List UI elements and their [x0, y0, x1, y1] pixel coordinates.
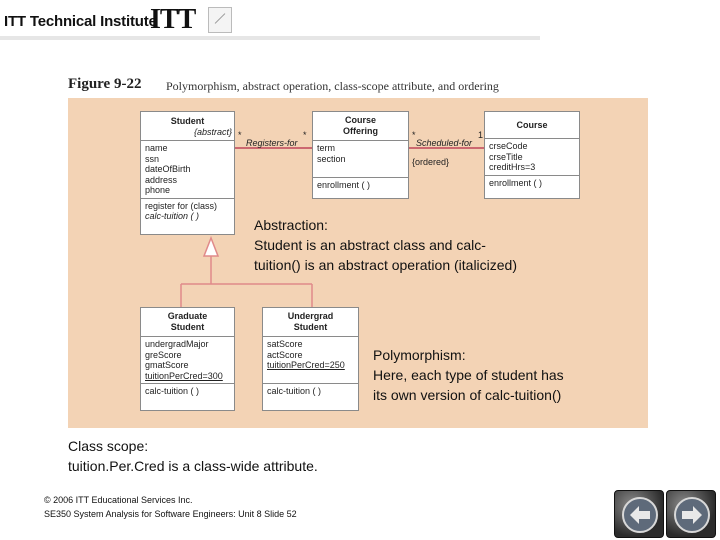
attribute: gmatScore — [145, 360, 189, 370]
class-scope-note — [68, 436, 318, 476]
attribute: name — [145, 143, 168, 153]
class-name-line2: Student — [170, 322, 205, 332]
class-graduate-student-operations — [141, 384, 234, 399]
class-student-operations — [141, 199, 234, 224]
generalization-arrowhead — [204, 238, 218, 256]
note-text: tuition.Per.Cred is a class-wide attribute. — [68, 458, 318, 474]
class-graduate-student-header — [141, 308, 234, 337]
abstraction-note — [254, 215, 517, 275]
footer — [44, 493, 297, 521]
attribute: creditHrs=3 — [489, 162, 536, 172]
operation: register for (class) — [145, 200, 218, 211]
logo-mark: ITT — [150, 4, 196, 35]
previous-slide-button[interactable] — [614, 490, 664, 538]
class-name-line1: Course — [344, 115, 376, 125]
logo-text: ITT Technical Institute — [4, 13, 157, 30]
operation: enrollment ( ) — [317, 180, 371, 190]
attribute-class-scope: tuitionPerCred=250 — [267, 360, 345, 370]
ordered-constraint-label: {ordered} — [412, 157, 450, 167]
registers-for-label: Registers-for — [246, 138, 298, 148]
class-course — [484, 111, 580, 199]
figure-subtitle: Polymorphism, abstract operation, class-scope attribute, and ordering — [166, 79, 499, 93]
multiplicity-label: * — [412, 130, 416, 140]
attribute: crseTitle — [489, 151, 523, 162]
class-student-attributes — [141, 141, 234, 199]
attribute: satScore — [267, 339, 303, 349]
class-undergrad-student-attributes — [263, 337, 358, 384]
operation: calc-tuition ( ) — [267, 386, 322, 396]
class-course-offering — [312, 111, 409, 199]
attribute: phone — [145, 185, 171, 195]
attribute: ssn — [145, 153, 160, 164]
note-text: tuition() is an abstract operation (italicized) — [254, 257, 518, 273]
note-heading: Class scope: — [68, 438, 149, 454]
note-text: Here, each type of student has — [373, 367, 564, 383]
figure-title: Figure 9-22 — [68, 76, 142, 92]
class-student-header — [141, 112, 234, 141]
scheduled-for-label: Scheduled-for — [416, 138, 473, 148]
class-student-name: Student — [170, 116, 205, 126]
note-heading: Polymorphism: — [373, 347, 466, 363]
course-slide-text: SE350 System Analysis for Software Engineers: Unit 8 Slide 52 — [44, 509, 297, 519]
attribute: crseCode — [489, 141, 528, 151]
class-course-offering-operations — [313, 178, 408, 193]
attribute: dateOfBirth — [145, 164, 191, 174]
right-arrow-icon — [667, 491, 717, 539]
class-graduate-student-attributes — [141, 337, 234, 384]
class-course-offering-attributes — [313, 141, 408, 178]
attribute-class-scope: tuitionPerCred=300 — [145, 370, 223, 381]
class-undergrad-student-header — [263, 308, 358, 337]
attribute: address — [145, 174, 178, 185]
left-arrow-icon — [615, 491, 665, 539]
copyright-text: © 2006 ITT Educational Services Inc. — [44, 495, 193, 505]
multiplicity-label: * — [238, 130, 242, 140]
class-name-line2: Offering — [343, 126, 378, 136]
operation: enrollment ( ) — [489, 178, 543, 188]
class-course-operations — [485, 176, 579, 191]
operation: calc-tuition ( ) — [145, 386, 200, 396]
attribute: greScore — [145, 349, 182, 360]
class-undergrad-student-operations — [263, 384, 358, 399]
multiplicity-label: * — [303, 130, 307, 140]
class-graduate-student — [140, 307, 235, 411]
multiplicity-label: 1 — [478, 130, 484, 140]
note-text: its own version of calc-tuition() — [373, 387, 562, 403]
next-slide-button[interactable] — [666, 490, 716, 538]
class-name-line2: Student — [293, 322, 328, 332]
class-student — [140, 111, 235, 235]
class-course-offering-header — [313, 112, 408, 141]
note-heading: Abstraction: — [254, 217, 328, 233]
note-text: Student is an abstract class and calc- — [254, 237, 486, 253]
class-undergrad-student — [262, 307, 359, 411]
class-name-line1: Graduate — [167, 311, 208, 321]
operation-abstract: calc-tuition ( ) — [145, 211, 200, 221]
class-course-attributes — [485, 139, 579, 176]
attribute: undergradMajor — [145, 339, 209, 349]
attribute: section — [317, 153, 346, 164]
class-course-name: Course — [516, 120, 548, 130]
class-course-header — [485, 112, 579, 139]
polymorphism-note — [373, 345, 564, 405]
attribute: actScore — [267, 349, 303, 360]
class-name-line1: Undergrad — [287, 311, 334, 321]
class-student-stereotype: {abstract} — [193, 127, 232, 137]
attribute: term — [317, 143, 335, 153]
